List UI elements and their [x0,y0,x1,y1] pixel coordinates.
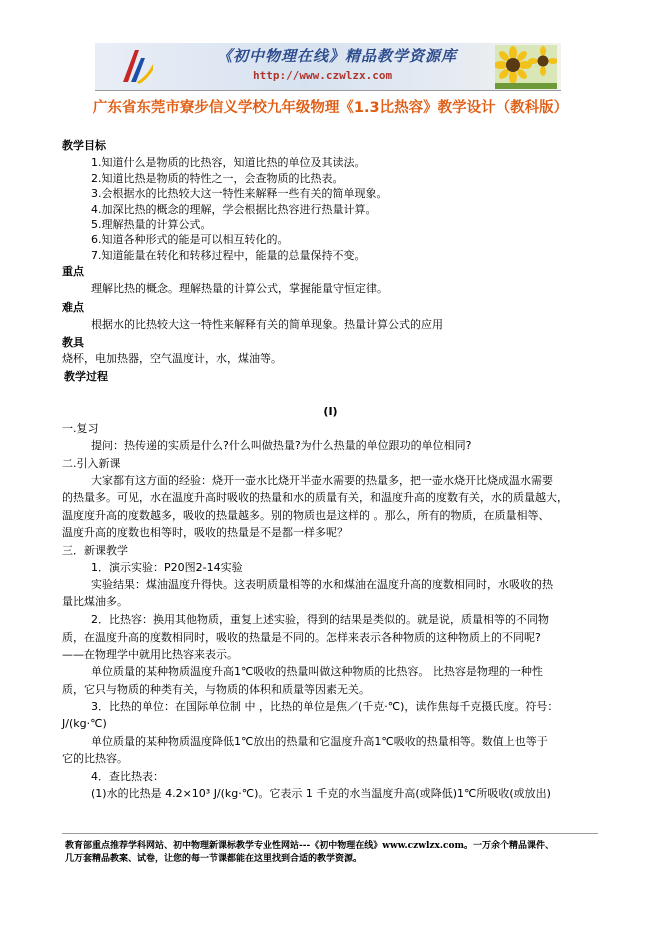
section-mark: (I) [323,405,338,418]
difficulties-text: 根据水的比热较大这一特性来解释有关的简单现象。热量计算公式的应用 [91,318,443,331]
site-logo-icon [117,46,155,86]
review-text: 提问：热传递的实质是什么?什么叫做热量?为什么热量的单位跟功的单位相同? [91,439,472,452]
objective-item: 4.加深比热的概念的理解，学会根据比热容进行热量计算。 [91,203,377,216]
lesson-line: J/(kg·℃) [62,717,107,730]
lesson-line: 单位质量的某种物质温度升高1℃吸收的热量叫做这种物质的比热容。 比热容是物理的一种性 [91,665,543,678]
sunflower-image [495,45,557,89]
banner-title: 《初中物理在线》精品教学资源库 [217,47,458,65]
lesson-line: 1．演示实验：P20图2-14实验 [91,561,243,574]
footer-line: 教育部重点推荐学科网站、初中物理新课标教学专业性网站---《初中物理在线》www.czwlzx.com。一万余个精品课件、 [65,841,555,851]
lesson-line: ——在物理学中就用比热容来表示。 [62,648,238,661]
document-title: 广东省东莞市寮步信义学校九年级物理《1.3比热容》教学设计（教科版） [92,100,569,116]
objective-item: 7.知道能量在转化和转移过程中，能量的总量保持不变。 [91,249,366,262]
header-rule [95,90,561,91]
objective-item: 1.知道什么是物质的比热容，知道比热的单位及其读法。 [91,156,366,169]
lesson-line: 量比煤油多。 [62,595,128,608]
lesson-line: 它的比热容。 [62,752,128,765]
objective-item: 6.知道各种形式的能是可以相互转化的。 [91,233,289,246]
site-banner [95,43,561,90]
objective-item: 2.知道比热是物质的特性之一，会查物质的比热表。 [91,172,344,185]
lesson-line: 4．查比热表： [91,770,164,783]
lesson-line: (1)水的比热是 4.2×10³ J/(kg·℃)。它表示 1 千克的水当温度升高(或降低)1℃所吸收(或放出) [91,787,551,800]
new-lesson-heading: 三．新课教学 [62,544,128,557]
lesson-line: 2．比热容：换用其他物质，重复上述实验，得到的结果是类似的。就是说，质量相等的不同物 [91,613,549,626]
review-heading: 一.复习 [62,422,99,435]
intro-heading: 二.引入新课 [62,457,121,470]
intro-line: 温度升高的度数也相等时，吸收的热量是不是都一样多呢？ [62,526,348,539]
banner-url[interactable]: http://www.czwlzx.com [253,69,393,82]
materials-heading: 教具 [62,336,84,349]
lesson-line: 质，它只与物质的种类有关，与物质的体积和质量等因素无关。 [62,683,370,696]
objective-item: 3.会根据水的比热较大这一特性来解释一些有关的简单现象。 [91,187,388,200]
process-heading: 教学过程 [64,370,108,383]
materials-text: 烧杯，电加热器，空气温度计，水，煤油等。 [62,352,282,365]
difficulties-heading: 难点 [62,301,84,314]
lesson-line: 3．比热的单位：在国际单位制 中 ，比热的单位是焦／(千克·℃)，读作焦每千克摄氏度。符号： [91,700,559,713]
lesson-line: 实验结果：煤油温度升得快。这表明质量相等的水和煤油在温度升高的度数相同时，水吸收的热 [91,578,553,591]
key-points-text: 理解比热的概念。理解热量的计算公式，掌握能量守恒定律。 [91,282,388,295]
objectives-heading: 教学目标 [62,139,106,152]
lesson-line: 单位质量的某种物质温度降低1℃放出的热量和它温度升高1℃吸收的热量相等。数值上也等于 [91,735,548,748]
footer-line: 几万套精品教案、试卷，让您的每一节课都能在这里找到合适的教学资源。 [65,854,363,864]
intro-line: 大家都有这方面的经验：烧开一壶水比烧开半壶水需要的热量多，把一壶水烧开比烧成温水需要 [91,474,553,487]
intro-line: 的热量多。可见，水在温度升高时吸收的热量和水的质量有关，和温度升高的度数有关，水的质量越大， [62,491,568,504]
lesson-line: 质，在温度升高的度数相同时，吸收的热量是不同的。怎样来表示各种物质的这种物质上的不同呢? [62,631,541,644]
key-points-heading: 重点 [62,265,84,278]
intro-line: 温度度升高的度数越多，吸收的热量越多。别的物质也是这样的 。那么，所有的物质，在质量相等、 [62,509,550,522]
footer-rule [62,833,598,834]
objective-item: 5.理解热量的计算公式。 [91,218,212,231]
